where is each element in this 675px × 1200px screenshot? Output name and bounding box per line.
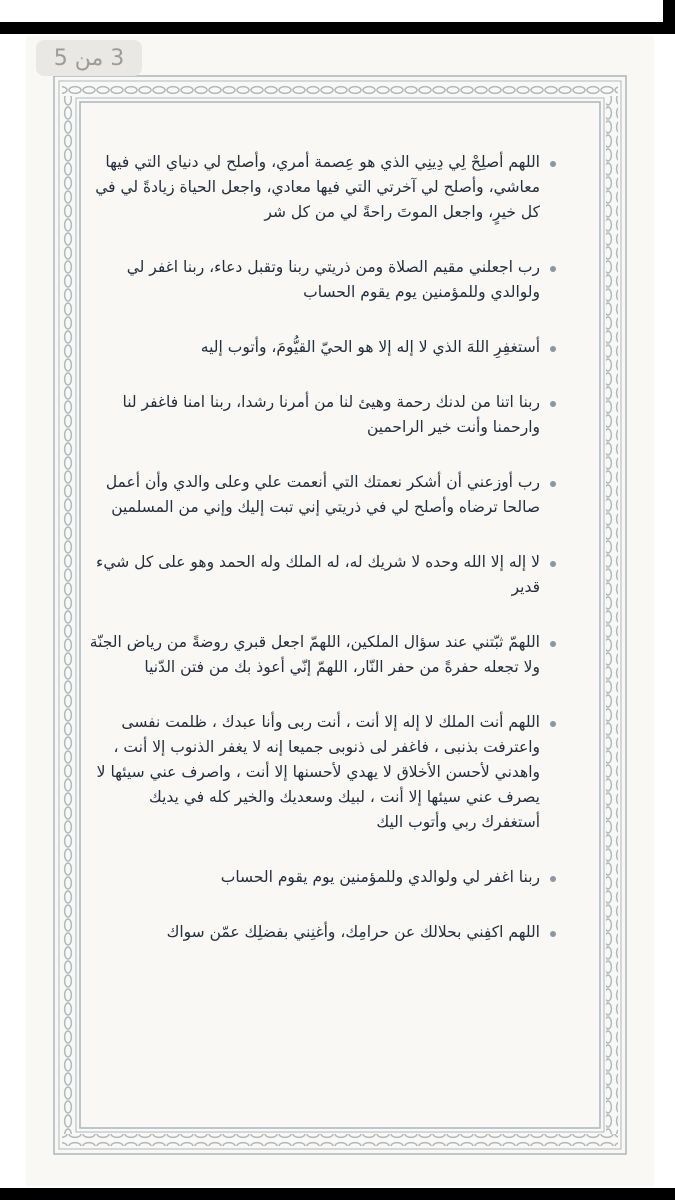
dua-text: اللهمّ ثبّتني عند سؤال الملكين، اللهمّ اجعل قبري روضةً من رياض الجنّة ولا تجعله حفرةً من حفر النّار، اللهمّ إنّي أعوذ بك من فتن الدّنيا bbox=[89, 633, 540, 676]
bullet-icon bbox=[550, 401, 556, 407]
top-edge-bar bbox=[0, 22, 675, 34]
dua-text: لا إله إلا الله وحده لا شريك له، له الملك وله الحمد وهو على كل شيء قدير bbox=[96, 553, 540, 596]
list-item bbox=[88, 150, 558, 225]
list-item bbox=[88, 335, 558, 360]
list-item bbox=[88, 630, 558, 680]
list-item bbox=[88, 865, 558, 890]
bullet-icon bbox=[550, 876, 556, 882]
list-item bbox=[88, 470, 558, 520]
list-item bbox=[88, 550, 558, 600]
bullet-icon bbox=[550, 481, 556, 487]
bullet-icon bbox=[550, 561, 556, 567]
bullet-icon bbox=[550, 346, 556, 352]
dua-text: اللهم أصلِحْ لِي دِينِي الذي هو عِصمة أمري، وأصلح لي دنياي التي فيها معاشي، وأصلح لي آخرتي التي فيها معادي، واجعل الحياة زيادةً لي في كل خيرٍ، واجعل الموتَ راحةً لي من كل شر bbox=[95, 153, 540, 221]
bullet-icon bbox=[550, 641, 556, 647]
dua-text: رب أوزعني أن أشكر نعمتك التي أنعمت علي وعلى والدي وأن أعمل صالحا ترضاه وأصلح لي في ذريتي إني تبت إليك وإني من المسلمين bbox=[105, 473, 540, 516]
page-indicator: 3 من 5 bbox=[36, 40, 142, 76]
dua-text: اللهم اكفِني بحلالك عن حرامِك، وأغنِني بفضلِك عمّن سواك bbox=[166, 923, 540, 941]
list-item bbox=[88, 920, 558, 945]
bullet-icon bbox=[550, 931, 556, 937]
bullet-icon bbox=[550, 161, 556, 167]
dua-text: ربنا اغفر لي ولوالدي وللمؤمنين يوم يقوم الحساب bbox=[220, 868, 540, 886]
bullet-icon bbox=[550, 266, 556, 272]
bullet-icon bbox=[550, 721, 556, 727]
dua-text: ربنا اتنا من لدنك رحمة وهيئ لنا من أمرنا رشدا، ربنا امنا فاغفر لنا وارحمنا وأنت خير الراحمين bbox=[122, 393, 540, 436]
list-item bbox=[88, 255, 558, 305]
list-item bbox=[88, 390, 558, 440]
list-item bbox=[88, 710, 558, 835]
dua-text: أستغفِرِ اللهَ الذي لا إله إلا هو الحيّ القيُّومَ، وأتوب إليه bbox=[200, 338, 540, 356]
dua-text: رب اجعلني مقيم الصلاة ومن ذريتي ربنا وتقبل دعاء، ربنا اغفر لي ولوالدي وللمؤمنين يوم يقوم الحساب bbox=[126, 258, 540, 301]
dua-list bbox=[88, 150, 558, 975]
dua-text: اللهم أنت الملك لا إله إلا أنت ، أنت ربى وأنا عبدك ، ظلمت نفسى واعترفت بذنبى ، فاغفر لى ذنوبى جميعا إنه لا يغفر الذنوب إلا أنت ، واهدني لأحسن الأخلاق لا يهدي لأحسنها إلا أنت ، واصرف عني سيئها لا يصرف عني سيئها إلا أنت ، لبيك وسعديك والخير كله في يديك أستغفرك ربي وأتوب اليك bbox=[96, 713, 540, 831]
bottom-edge-bar bbox=[0, 1188, 675, 1200]
